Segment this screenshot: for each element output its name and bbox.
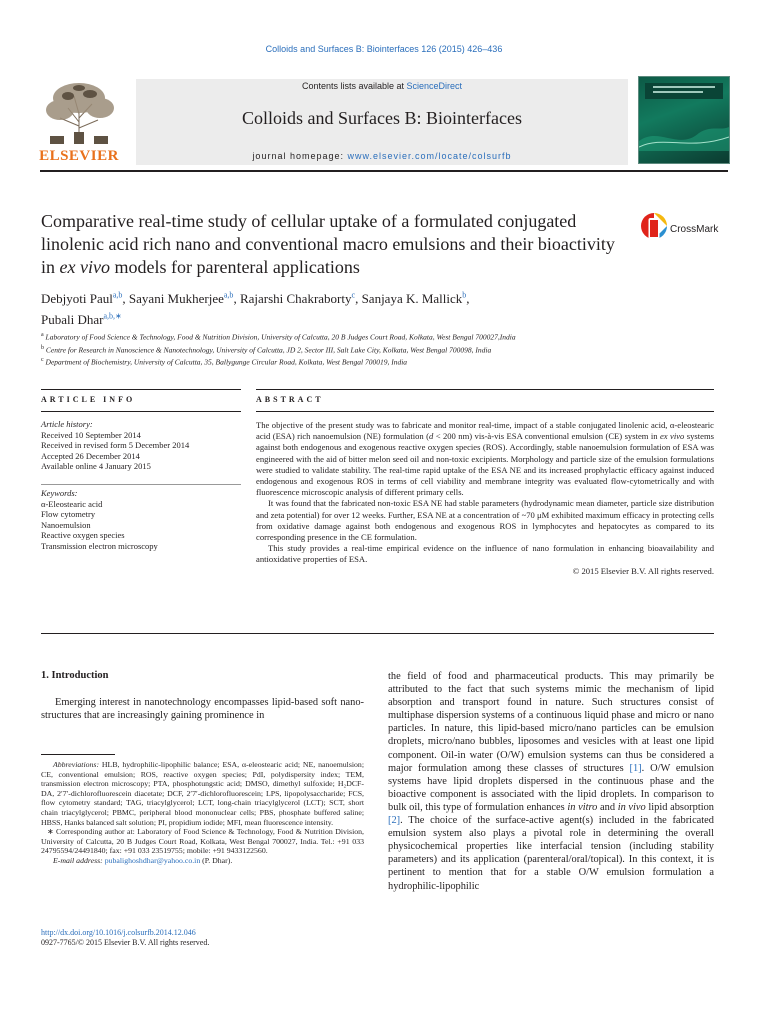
abstract-rule-top (256, 389, 714, 390)
abstract-body (256, 420, 714, 577)
abstract-paragraph: The objective of the present study was to fabricate and monitor real-time, impact of a stable conjugated linolenic acid, α-eleostearic acid (ESA) rich nanoemulsion (NE) formulation (d < 200 nm) vis-à-vis ESA conventional emulsion (CE) system in ex vivo systems against both endogenous and exogenous reactive oxygen species (ROS). Accordingly, stable nanoemulsion formulation of ESA was engineered with the aid of bitter melon seed oil and non-toxic excipients. Morphology and particle size of the emulsion formulations were studied to validate stability. The real-time rapid uptake of the ESA NE and its increased prophylactic efficacy against induced endogenous and exogenous ROS in terms of cell viability and membrane integrity was evaluated flow-cytometrically and with fluorescence microscopic analysis of different primary cells. (256, 420, 714, 498)
author: Rajarshi Chakraborty$^c$, (239, 291, 362, 307)
issn-line: 0927-7765/© 2015 Elsevier B.V. All rights reserved. (41, 938, 210, 947)
history-item: Received in revised form 5 December 2014 (41, 440, 190, 450)
reference-link[interactable]: [1] (629, 762, 642, 774)
journal-cover-image (638, 76, 730, 164)
intro-paragraph-left: Emerging interest in nanotechnology encompasses lipid-based soft nano-structures that are increasingly gaining prominence in (41, 697, 364, 722)
doi-block (41, 928, 364, 948)
header-rule (40, 170, 728, 172)
affiliations (41, 330, 641, 368)
doi-link[interactable]: http://dx.doi.org/10.1016/j.colsurfb.2014.12.046 (41, 928, 196, 937)
affiliation: $^b$ Centre for Research in Nanoscience & Nanotechnology, University of Calcutta, JD 2, Sector III, Salt Lake City, Kolkata, West Bengal 700098, India (41, 344, 492, 354)
keyword: Nanoemulsion (41, 519, 91, 530)
abbreviations-footnote: Abbreviations: HLB, hydrophilic-lipophilic balance; ESA, α-eleostearic acid; NE, nanoemulsion; CE, conventional emulsion; ROS, reactive oxygen species; PdI, polydispersity index; TEM, transmission electron microscopy; PTA, phosphotungstic acid; DMSO, dimethyl sulfoxide; H₂DCF-DA, 2′7′-dichlorofluorescein diacetate; DCF, 2′7′-dichlorofluorescein; LPS, lipopolysaccharide; FCS, flow cytometry standard; TAG, triacylglycerol; LCT, long-chain triacylglycerol (LCT); SCT, short chain triacylglycerol; PBMC, peripheral blood mononuclear cells; PBS, phosphate buffered saline; HBSS, Hanks balanced salt solution; PI, propidium iodide; MFI, mean fluorescence intensity. (41, 760, 364, 827)
sciencedirect-link[interactable]: ScienceDirect (406, 81, 463, 91)
keywords-divider (41, 484, 241, 485)
journal-homepage-line (136, 151, 628, 161)
affiliation: $^a$ Laboratory of Food Science & Technology, Food & Nutrition Division, University of Calcutta, 20 B Judges Court Road, Kolkata, West Bengal 700027,India (41, 332, 516, 342)
author-list (41, 287, 641, 328)
keyword: Reactive oxygen species (41, 530, 125, 540)
contents-available-line (136, 81, 628, 91)
crossmark-label: CrossMark (670, 224, 719, 235)
keyword: Flow cytometry (41, 509, 96, 519)
author: Sayani Mukherjee$^{a,b}$, (128, 291, 240, 307)
author: Debjyoti Paul$^{a,b}$, (41, 291, 129, 307)
journal-title: Colloids and Surfaces B: Biointerfaces (242, 108, 522, 128)
copyright-notice: © 2015 Elsevier B.V. All rights reserved. (572, 565, 714, 576)
email-footnote: E-mail address: pubalighoshdhar@yahoo.co.in (P. Dhar). (53, 855, 233, 865)
contents-prefix: Contents lists available at (301, 81, 407, 91)
footnotes (41, 760, 364, 866)
keywords: Keywords: α-Eleostearic acid Flow cytometry Nanoemulsion Reactive oxygen species Transmission electron microscopy (41, 488, 251, 551)
abstract-paragraph: It was found that the fabricated non-toxic ESA NE had stable parameters (hydrodynamic mean diameter, particle size distribution and zeta potential) for over 12 weeks. Further, ESA NE at a concentration of ~70 μM exhibited maximum efficacy in protecting cells from oxidative damage against both endogenous and exogenous ROS in lymphocytes and hepatocytes as compared to its corresponding presence in the CE formulation. (256, 498, 714, 543)
article-info-rule-top (41, 389, 241, 390)
abstract-heading: ABSTRACT (256, 395, 324, 404)
crossmark-icon (640, 212, 668, 244)
reference-link[interactable]: [2] (388, 815, 401, 827)
article-info-heading: ARTICLE INFO (41, 395, 136, 404)
abstract-rule (256, 411, 714, 412)
history-item: Accepted 26 December 2014 (41, 450, 140, 461)
author: Sanjaya K. Mallick$^b$, (361, 291, 470, 307)
email-link[interactable]: pubalighoshdhar@yahoo.co.in (104, 855, 201, 865)
history-item: Available online 4 January 2015 (41, 461, 151, 471)
corresponding-author-footnote: ∗ Corresponding author at: Laboratory of Food Science & Technology, Food & Nutrition Division, University of Calcutta, 20 B Judges Court Road, Kolkata, West Bengal 700027, India. Tel.: +91 033 24795594/24491840; fax: +91 033 23519755; mobile: +91 9433122560. (41, 827, 364, 856)
keyword: α-Eleostearic acid (41, 498, 103, 509)
intro-paragraph-right: the field of food and pharmaceutical products. This may primarily be attributed to the fact that such systems mimic the mechanism of lipid absorption and transport found in nature. Such structures consist of multiphase dispersion systems of a continuous liquid phase and micro or nano particles. In nature, this lipid-based micro/nano particles can be emulsion droplets, micro/nano bubbles, liposomes and vesicles with at least one lipid component. Oil-in water (O/W) emulsion systems can thus be considered a major formulation among these classes of structures [1]. O/W emulsion systems have lipid droplets dispersed in the continuous phase and the bioactive component is associated with the lipid droplets. In comparison to bulk oil, this type of formulation enhances in vitro and in vivo lipid absorption [2]. The choice of the surface-active agent(s) included in the fabricated emulsion system also plays a pivotal role in determining the overall physicochemical properties like interfacial tension (including stability parameters) and its application (parenteral/oral/topical). In this context, it is pertinent to mention that for a stable O/W emulsion formulation a hydrophilic-lipophilic (388, 671, 714, 892)
homepage-prefix: journal homepage: (252, 151, 348, 161)
elsevier-wordmark: ELSEVIER (39, 148, 119, 164)
homepage-link[interactable]: www.elsevier.com/locate/colsurfb (347, 151, 512, 161)
affiliation: $^c$ Department of Biochemistry, University of Calcutta, 35, Ballygunge Circular Road, Kolkata, West Bengal 700019, India (41, 357, 408, 367)
journal-reference-link[interactable]: Colloids and Surfaces B: Biointerfaces 126 (2015) 426–436 (265, 44, 503, 54)
footnote-rule (41, 754, 115, 755)
article-history: Article history: Received 10 September 2014 Received in revised form 5 December 2014 Accepted 26 December 2014 Available online 4 January 2015 (41, 419, 251, 472)
keyword: Transmission electron microscopy (41, 540, 158, 551)
history-item: Received 10 September 2014 (41, 429, 141, 440)
paper-title: Comparative real-time study of cellular uptake of a formulated conjugated linolenic acid rich nano and conventional macro emulsions and their bioactivity in ex vivo models for parenteral applications (41, 211, 615, 277)
section-heading-introduction: 1. Introduction (41, 670, 109, 681)
author: Pubali Dhar$^{a,b,∗}$ (41, 311, 122, 327)
article-info-rule (41, 411, 241, 412)
abstract-paragraph: This study provides a real-time empirical evidence on the influence of nano formulation in enhancing bioavailability and antioxidative properties of ESA. (256, 543, 714, 565)
abstract-bottom-rule (41, 633, 714, 634)
